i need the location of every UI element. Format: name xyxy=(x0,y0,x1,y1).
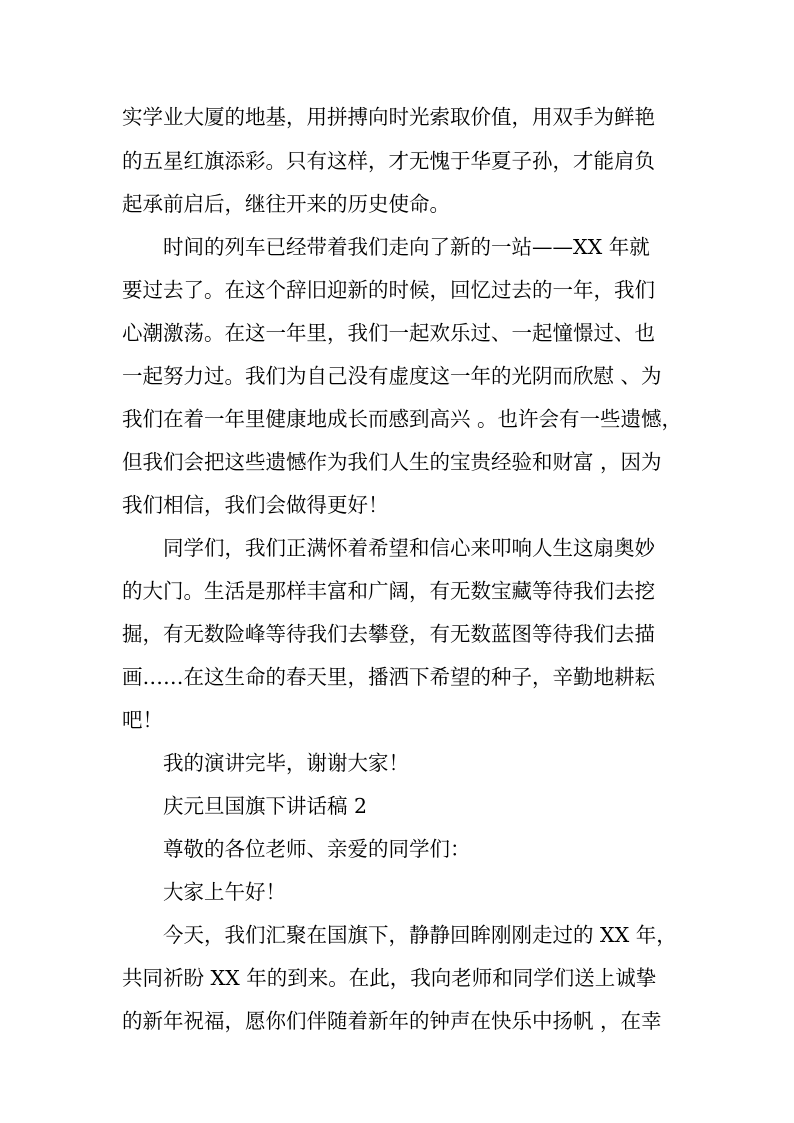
paragraph-start-line: 我的演讲完毕，谢谢大家！ xyxy=(163,751,409,775)
text-line: 一起努力过。我们为自己没有虚度这一年的光阴而欣慰 、为 xyxy=(122,364,662,388)
section-title: 庆元旦国旗下讲话稿 2 xyxy=(163,794,368,818)
paragraph-start-line: 同学们，我们正满怀着希望和信心来叩响人生这扇奥妙 xyxy=(163,536,655,560)
text-line: 起承前启后，继往开来的历史使命。 xyxy=(122,192,450,216)
text-line: 要过去了。在这个辞旧迎新的时候，回忆过去的一年，我们 xyxy=(122,278,655,302)
text-line: 的大门。生活是那样丰富和广阔，有无数宝藏等待我们去挖 xyxy=(122,579,655,603)
salutation: 尊敬的各位老师、亲爱的同学们： xyxy=(163,837,471,861)
text-line: 我们在着一年里健康地成长而感到高兴 。也许会有一些遗憾， xyxy=(122,407,683,431)
text-line: 的新年祝福，愿你们伴随着新年的钟声在快乐中扬帆 ，在幸 xyxy=(122,1009,662,1033)
text-line: 共同祈盼 XX 年的到来。在此，我向老师和同学们送上诚挚 xyxy=(122,966,657,990)
greeting: 大家上午好！ xyxy=(163,880,286,904)
text-line: 的五星红旗添彩。只有这样，才无愧于华夏子孙，才能肩负 xyxy=(122,149,655,173)
text-line: 我们相信，我们会做得更好！ xyxy=(122,493,389,517)
paragraph-start-line: 时间的列车已经带着我们走向了新的一站——XX 年就 xyxy=(163,235,650,259)
text-line: 吧！ xyxy=(122,708,163,732)
paragraph-start-line: 今天，我们汇聚在国旗下，静静回眸刚刚走过的 XX 年， xyxy=(163,923,677,947)
text-line: 心潮激荡。在这一年里，我们一起欢乐过、一起憧憬过、也 xyxy=(122,321,655,345)
text-line: 但我们会把这些遗憾作为我们人生的宝贵经验和财富 ，因为 xyxy=(122,450,662,474)
text-line: 实学业大厦的地基，用拼搏向时光索取价值，用双手为鲜艳 xyxy=(122,105,655,129)
text-line: 画……在这生命的春天里，播洒下希望的种子，辛勤地耕耘 xyxy=(122,665,655,689)
text-line: 掘，有无数险峰等待我们去攀登，有无数蓝图等待我们去描 xyxy=(122,622,655,646)
